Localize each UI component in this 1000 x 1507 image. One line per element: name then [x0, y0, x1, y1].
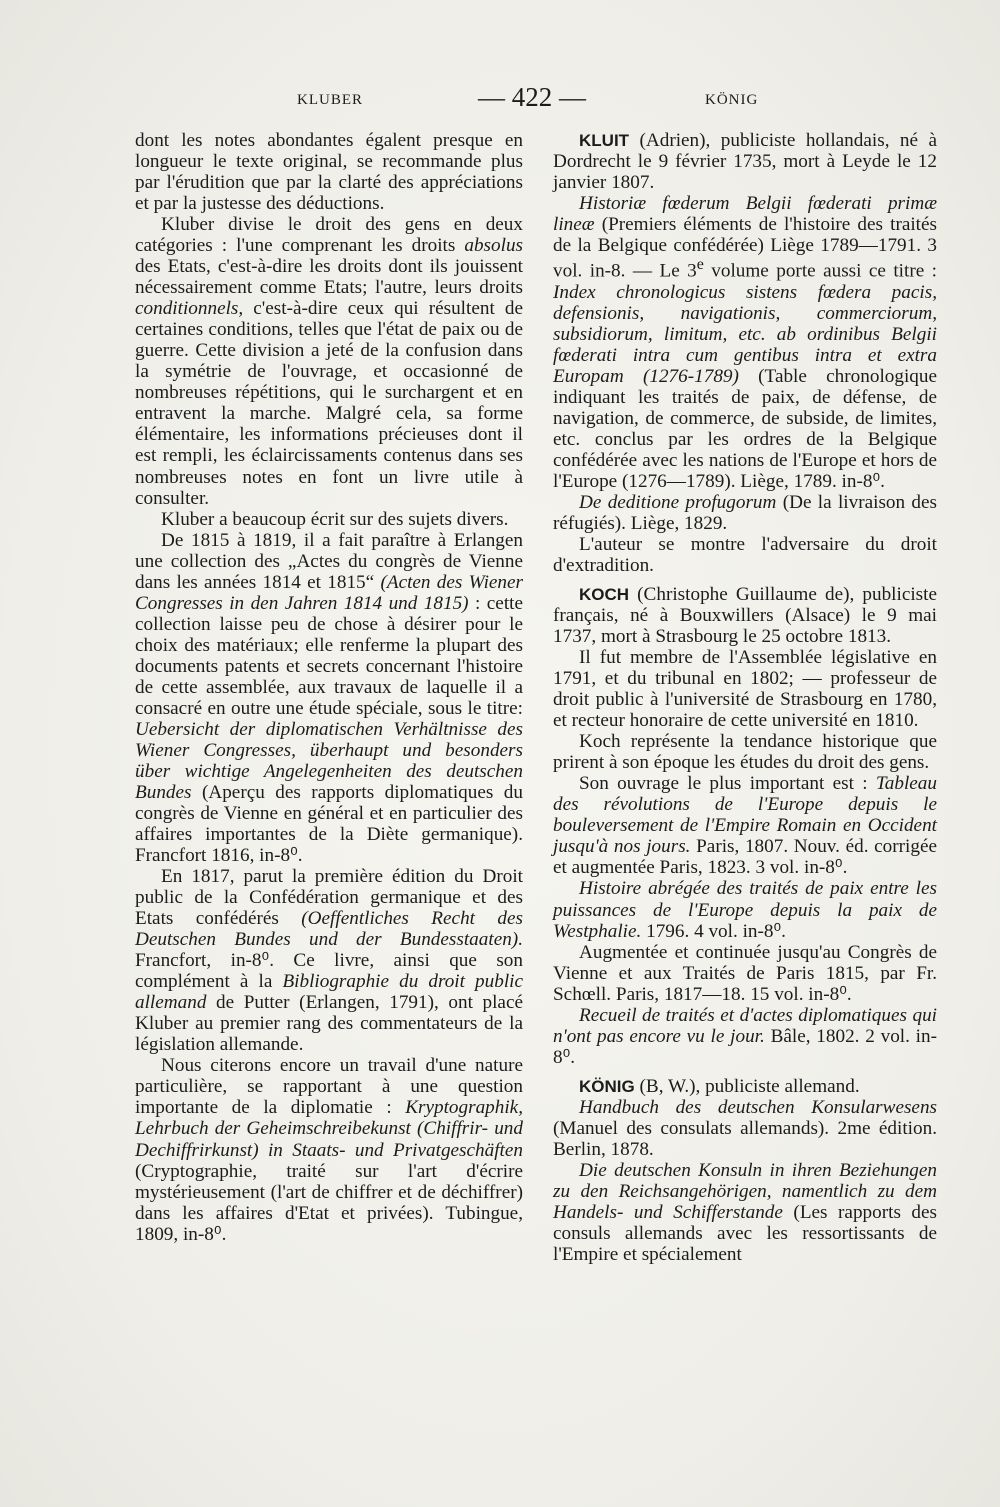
entry-name: KÖNIG [579, 1076, 635, 1096]
paragraph: Die deutschen Konsuln in ihren Beziehungen zu den Reichsangehörigen, namentlich zu dem Handels- und Schifferstande (Les rapports des consuls allemands avec les ressortissants de l'Empire et spécialement [553, 1159, 937, 1266]
page-number: — 422 — [478, 82, 586, 112]
paragraph: Kluber a beaucoup écrit sur des sujets divers. [161, 508, 509, 530]
entry-name: KOCH [579, 585, 630, 605]
paragraph: Son ouvrage le plus important est : Tableau des révolutions de l'Europe depuis le bouleversement de l'Empire Romain en Occident jusqu'à nos jours. Paris, 1807. Nouv. éd. corrigée et augmentée Paris, 1823. 3 vol. in-8⁰. [553, 773, 937, 879]
paragraph: Nous citerons encore un travail d'une nature particulière, se rapportant à une question importante de la diplomatie : Kryptographik, Lehrbuch der Geheimschreibekunst (Chiffrir- und Dechiffrirkunst) in Staats- und Privatgeschäften (Cryptographie, traité sur l'art d'écrire mystérieusement (l'art de chiffrer et de déchiffrer) dans les affaires d'Etat et privées). Tubingue, 1809, in-8⁰. [135, 1055, 523, 1245]
paragraph: dont les notes abondantes égalent presque en longueur le texte original, se recommande plus par l'érudition que par la clarté des appréciations et par la justesse des déductions. [135, 130, 523, 215]
paragraph: L'auteur se montre l'adversaire du droit d'extradition. [553, 533, 937, 577]
header-right-keyword: KÖNIG [705, 92, 759, 108]
paragraph: Recueil de traités et d'actes diplomatiques qui n'ont pas encore vu le jour. Bâle, 1802. 2 vol. in-8⁰. [553, 1004, 937, 1068]
paragraph: De deditione profugorum (De la livraison des réfugiés). Liège, 1829. [553, 491, 937, 534]
paragraph: Historiæ fœderum Belgii fœderati primæ lineæ (Premiers éléments de l'histoire des traités de la Belgique confédérée) Liège 1789—1791. 3 vol. in-8. — Le 3e volume porte aussi ce titre : Index chronologicus sistens fœdera pacis, defensionis, navigationis, commerciorum, subsidiorum, limitum, etc. ab ordinibus Belgii fœderati intra cum gentibus intra et extra Europam (1276-1789) (Table chronologique indiquant les traités de paix, de défense, de navigation, de commerce, de subside, de limites, etc. conclus par les ordres de la Belgique confédérée avec les nations de l'Europe et hors de l'Europe (1276—1789). Liège, 1789. in-8⁰. [553, 193, 937, 492]
paragraph: Augmentée et continuée jusqu'au Congrès de Vienne et aux Traités de Paris 1815, par Fr. Schœll. Paris, 1817—18. 15 vol. in-8⁰. [553, 941, 937, 1005]
paragraph: Koch représente la tendance historique que prirent à son époque les études du droit des gens. [553, 731, 937, 774]
paragraph: Il fut membre de l'Assemblée législative en 1791, et du tribunal en 1802; — professeur de droit public à l'université de Strasbourg en 1780, et recteur honoraire de cette université en 1810. [553, 647, 937, 732]
header-left-keyword: KLUBER [297, 92, 363, 108]
paragraph: Kluber divise le droit des gens en deux catégories : l'une comprenant les droits absolus des Etats, c'est-à-dire les droits dont ils jouissent nécessairement comme Etats; l'autre, leurs droits conditionnels, c'est-à-dire ceux qui résultent de certaines conditions, telles que l'état de paix ou de guerre. Cette division a jeté de la confusion dans la symétrie de l'ouvrage, et occasionné de nombreuses répétitions, qui le surchargent et en entravent la marche. Malgré cela, sa forme élémentaire, les informations précieuses dont il est rempli, les éclaircissaments contenus dans ses nombreuses notes en font un livre utile à consulter. [135, 214, 523, 509]
entry-heading-kluit: KLUIT (Adrien), publiciste hollandais, né à Dordrecht le 9 février 1735, mort à Leyde le 12 janvier 1807. [553, 130, 937, 194]
paragraph: Handbuch des deutschen Konsularwesens (Manuel des consulats allemands). 2me édition. Berlin, 1878. [553, 1096, 937, 1160]
left-column [135, 130, 523, 1245]
right-column [553, 130, 937, 1265]
entry-heading-koch: KOCH (Christophe Guillaume de), publiciste français, né à Bouxwillers (Alsace) le 9 mai 1737, mort à Strasbourg le 25 octobre 1813. [553, 584, 937, 648]
paragraph: Histoire abrégée des traités de paix entre les puissances de l'Europe depuis la paix de Westphalie. 1796. 4 vol. in-8⁰. [553, 878, 937, 942]
paragraph: En 1817, parut la première édition du Droit public de la Confédération germanique et des Etats confédérés (Oeffentliches Recht des Deutschen Bundes und der Bundesstaaten). Francfort, in-8⁰. Ce livre, ainsi que son complément à la Bibliographie du droit public allemand de Putter (Erlangen, 1791), ont placé Kluber au premier rang des commentateurs de la législation allemande. [135, 866, 523, 1056]
running-header [0, 80, 1000, 120]
entry-name: KLUIT [579, 131, 630, 150]
entry-heading-konig: KÖNIG (B, W.), publiciste allemand. [579, 1075, 860, 1097]
paragraph: De 1815 à 1819, il a fait paraître à Erlangen une collection des „Actes du congrès de Vienne dans les années 1814 et 1815“ (Acten des Wiener Congresses in den Jahren 1814 und 1815) : cette collection laisse peu de chose à désirer pour le choix des matériaux; elle renferme la plupart des documents patents et secrets concernant l'histoire de cette assemblée, aux travaux de laquelle il a consacré en outre une étude spéciale, sous le titre: Uebersicht der diplomatischen Verhältnisse des Wiener Congresses, überhaupt und besonders über wichtige Angelegenheiten des deutschen Bundes (Aperçu des rapports diplomatiques du congrès de Vienne en général et en particulier des affaires importantes de la Diète germanique). Francfort 1816, in-8⁰. [135, 529, 523, 867]
